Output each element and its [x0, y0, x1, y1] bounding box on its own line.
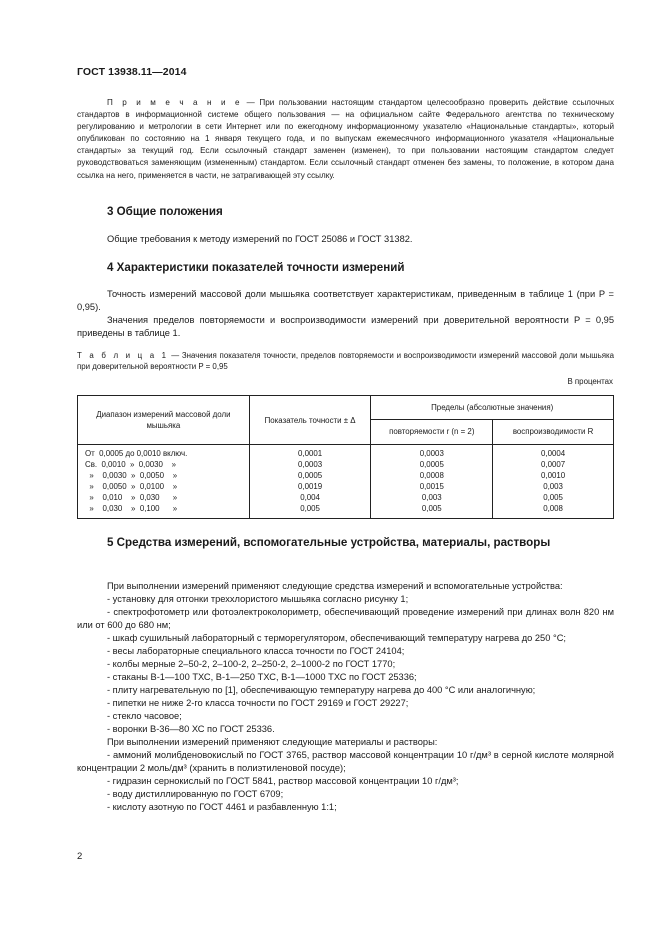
accuracy-column: 0,0001 0,0003 0,0005 0,0019 0,004 0,005	[249, 445, 371, 519]
list-item: - плиту нагревательную по [1], обеспечивающую температуру нагрева до 400 °С или аналогичную;	[107, 685, 536, 695]
header-limits: Пределы (абсолютные значения)	[371, 396, 614, 420]
section-3-title: 3 Общие положения	[107, 205, 223, 218]
section-3-text: Общие требования к методу измерений по ГОСТ 25086 и ГОСТ 31382.	[107, 234, 413, 244]
section-5-intro-materials: При выполнении измерений применяют следующие материалы и растворы:	[107, 737, 438, 747]
reference-note	[77, 97, 614, 182]
section-5-body	[77, 580, 614, 814]
note-text: — При пользовании настоящим стандартом целесообразно проверить действие ссылочных стандартов в информационной системе общего пользования — на официальном сайте Федерального агентства по техническому регулированию и метрологии в сети Интернет или по ежегодному информационному указателю «Национальные стандарты», который опубликован по состоянию на 1 января текущего года, и по выпускам ежемесячного информационного указателя «Национальные стандарты» за текущий год. Если ссылочный стандарт заменен (изменен), то при пользовании настоящим стандартом следует руководствоваться заменяющим (измененным) стандартом. Если ссылочный стандарт отменен без замены, то положение, в котором дана ссылка на него, применяется в части, не затрагивающей эту ссылку.	[77, 98, 614, 180]
list-item: - спектрофотометр или фотоэлектроколориметр, обеспечивающий проведение измерений при длинах волн 820 нм или от 600 до 680 нм;	[77, 607, 614, 630]
header-reproducibility: воспроизводимости R	[493, 419, 614, 444]
list-item: - гидразин сернокислый по ГОСТ 5841, раствор массовой концентрации 10 г/дм³;	[107, 776, 459, 786]
section-5-intro: При выполнении измерений применяют следующие средства измерений и вспомогательные устройства:	[107, 581, 563, 591]
table-caption-text: — Значения показателя точности, пределов повторяемости и воспроизводимости измерений массовой доли мышьяка при доверительной вероятности P = 0,95	[77, 351, 615, 372]
list-item: - пипетки не ниже 2-го класса точности по ГОСТ 29169 и ГОСТ 29227;	[107, 698, 409, 708]
table-row	[78, 445, 614, 519]
section-4-title: 4 Характеристики показателей точности измерений	[107, 261, 405, 274]
list-item: - установку для отгонки треххлористого мышьяка согласно рисунку 1;	[107, 594, 409, 604]
accuracy-table	[77, 395, 614, 519]
page-number: 2	[77, 851, 83, 862]
table-caption	[77, 350, 614, 373]
table-caption-prefix: Т а б л и ц а 1	[77, 351, 169, 360]
list-item: - колбы мерные 2–50-2, 2–100-2, 2–250-2, 2–1000-2 по ГОСТ 1770;	[107, 659, 396, 669]
list-item: - воронки В-36—80 ХС по ГОСТ 25336.	[107, 724, 275, 734]
list-item: - шкаф сушильный лабораторный с терморегулятором, обеспечивающий температуру нагрева до 250 °С;	[107, 633, 566, 643]
note-prefix: П р и м е ч а н и е	[107, 98, 242, 107]
list-item: - стекло часовое;	[107, 711, 182, 721]
list-item: - аммоний молибденовокислый по ГОСТ 3765, раствор массовой концентрации 10 г/дм³ в серной кислоте молярной концентрации 2 моль/дм³ (хранить в полиэтиленовой посуде);	[77, 750, 614, 773]
section-4-body	[77, 288, 614, 340]
header-range: Диапазон измерений массовой доли мышьяка	[78, 396, 250, 445]
table-units: В процентах	[567, 377, 613, 386]
reproducibility-column: 0,0004 0,0007 0,0010 0,003 0,005 0,008	[493, 445, 614, 519]
section-3-body	[77, 233, 614, 246]
list-item: - стаканы В-1—100 ТХС, В-1—250 ТХС, В-1—1000 ТХС по ГОСТ 25336;	[107, 672, 417, 682]
section-4-paragraph-2: Значения пределов повторяемости и воспроизводимости измерений при доверительной вероятности P = 0,95 приведены в таблице 1.	[77, 315, 614, 338]
section-4-paragraph-1: Точность измерений массовой доли мышьяка соответствует характеристикам, приведенным в таблице 1 (при P = 0,95).	[77, 289, 614, 312]
list-item: - весы лабораторные специального класса точности по ГОСТ 24104;	[107, 646, 405, 656]
standard-header: ГОСТ 13938.11—2014	[77, 66, 187, 78]
range-column: От 0,0005 до 0,0010 включ. Св. 0,0010 » 0,0030 » » 0,0030 » 0,0050 » » 0,0050 » 0,0100 » » 0,010 » 0,030 » » 0,030 » 0,100 »	[78, 445, 250, 519]
list-item: - воду дистиллированную по ГОСТ 6709;	[107, 789, 284, 799]
list-item: - кислоту азотную по ГОСТ 4461 и разбавленную 1:1;	[107, 802, 337, 812]
section-5-title: 5 Средства измерений, вспомогательные устройства, материалы, растворы	[107, 536, 551, 549]
repeatability-column: 0,0003 0,0005 0,0008 0,0015 0,003 0,005	[371, 445, 493, 519]
header-repeatability: повторяемости r (n = 2)	[371, 419, 493, 444]
header-accuracy: Показатель точности ± Δ	[249, 396, 371, 445]
